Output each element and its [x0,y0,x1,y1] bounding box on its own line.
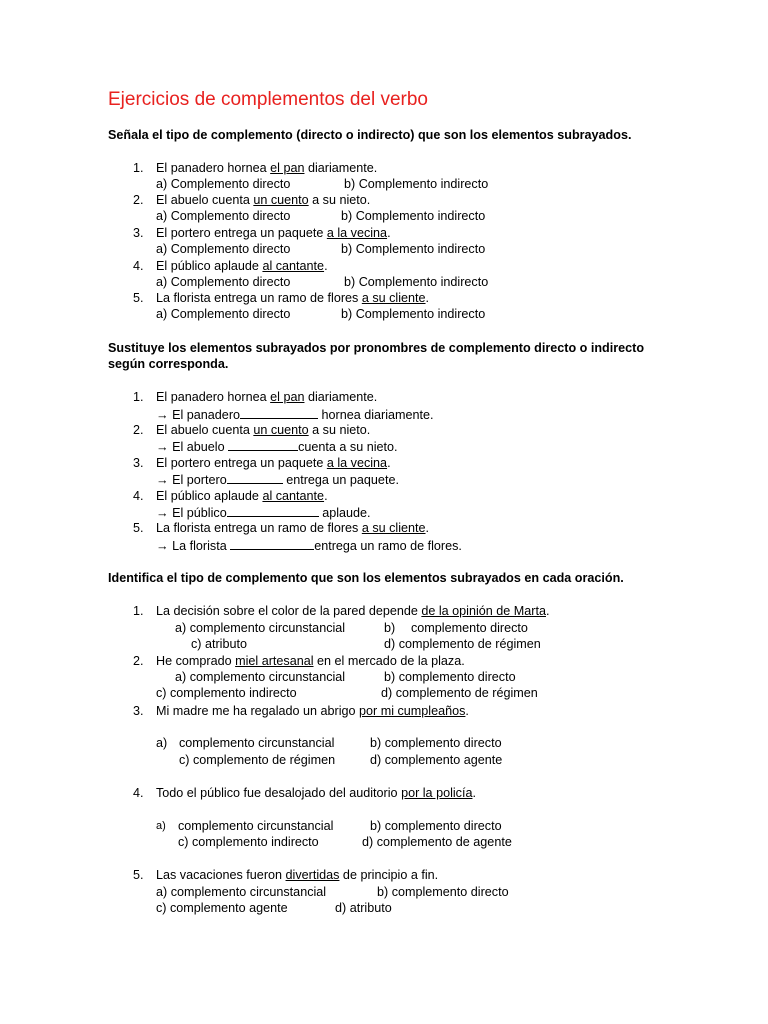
option-a: a) Complemento directo [156,275,291,289]
option-b: b) Complemento indirecto [341,209,486,223]
item-number: 4. [133,489,144,503]
option-a: a) complemento circunstancial [175,621,346,635]
option-d: d) atributo [335,901,392,915]
sentence: Mi madre me ha regalado un abrigo por mi cumpleaños. [156,704,469,718]
option-c: c) complemento agente [156,901,288,915]
underlined-element: a su cliente [361,521,426,535]
option-b: b) complemento directo [370,736,502,750]
item-number: 3. [133,704,144,718]
sentence: El panadero hornea el pan diariamente. [156,390,378,404]
sentence: La florista entrega un ramo de flores a su cliente. [156,521,430,535]
answer-blank[interactable] [240,406,318,419]
option-b: complemento directo [411,621,528,635]
sentence: El portero entrega un paquete a la vecina. [156,226,391,240]
answer-blank[interactable] [228,438,298,451]
option-d: d) complemento de agente [362,835,512,849]
option-b: b) Complemento indirecto [344,275,489,289]
underlined-element: el pan [270,390,305,404]
sentence: La florista entrega un ramo de flores a su cliente. [156,291,430,305]
underlined-element: por la policía [401,786,473,800]
item-number: 2. [133,423,144,437]
option-d: d) complemento de régimen [381,686,538,700]
exercise-2-instruction-cont: según corresponda. [108,357,229,371]
option-c: c) complemento de régimen [179,753,336,767]
answer-line: → El abuelo cuenta a su nieto. [156,440,398,454]
underlined-element: miel artesanal [235,654,314,668]
sentence: Todo el público fue desalojado del auditorio por la policía. [156,786,476,800]
item-number: 4. [133,786,144,800]
answer-line: → El portero entrega un paquete. [156,473,399,487]
underlined-element: a la vecina [326,226,388,240]
underlined-element: el pan [270,161,305,175]
answer-blank[interactable] [230,537,314,550]
option-a: complemento circunstancial [179,736,335,750]
option-a: a) complemento circunstancial [156,885,327,899]
option-b: b) Complemento indirecto [344,177,489,191]
item-number: 5. [133,521,144,535]
option-a: complemento circunstancial [178,819,334,833]
answer-line: → El público aplaude. [156,506,371,520]
sentence: Las vacaciones fueron divertidas de principio a fin. [156,868,439,882]
item-number: 2. [133,193,144,207]
option-b: b) complemento directo [384,670,516,684]
item-number: 1. [133,161,144,175]
item-number: 3. [133,456,144,470]
option-b: b) Complemento indirecto [341,242,486,256]
underlined-element: a su cliente [361,291,426,305]
sentence: La decisión sobre el color de la pared depende de la opinión de Marta. [156,604,550,618]
option-c: c) atributo [191,637,247,651]
underlined-element: por mi cumpleaños [359,704,466,718]
exercise-2-instruction: Sustituye los elementos subrayados por pronombres de complemento directo o indirecto [108,341,645,355]
answer-blank[interactable] [227,471,283,484]
option-b: b) Complemento indirecto [341,307,486,321]
item-number: 5. [133,868,144,882]
option-a: a) Complemento directo [156,307,291,321]
answer-blank[interactable] [227,504,319,517]
option-a: a) complemento circunstancial [175,670,346,684]
option-c: c) complemento indirecto [156,686,297,700]
option-a: a) Complemento directo [156,177,291,191]
underlined-element: un cuento [253,193,309,207]
sentence: El abuelo cuenta un cuento a su nieto. [156,423,371,437]
sentence: El panadero hornea el pan diariamente. [156,161,378,175]
option-b: b) complemento directo [377,885,509,899]
item-number: 3. [133,226,144,240]
exercise-1-instruction: Señala el tipo de complemento (directo o indirecto) que son los elementos subrayados. [108,128,632,142]
exercise-3-instruction: Identifica el tipo de complemento que son los elementos subrayados en cada oración. [108,571,624,585]
underlined-element: al cantante [262,489,325,503]
underlined-element: a la vecina [326,456,388,470]
page-title: Ejercicios de complementos del verbo [108,89,428,110]
answer-line: → El panadero hornea diariamente. [156,408,434,422]
item-number: 5. [133,291,144,305]
option-c: c) complemento indirecto [178,835,319,849]
sentence: El público aplaude al cantante. [156,489,328,503]
sentence: El público aplaude al cantante. [156,259,328,273]
option-a: a) Complemento directo [156,242,291,256]
underlined-element: de la opinión de Marta [421,604,546,618]
item-number: 2. [133,654,144,668]
item-number: 1. [133,604,144,618]
option-a-letter: a) [156,820,166,832]
sentence: El abuelo cuenta un cuento a su nieto. [156,193,371,207]
option-a: a) Complemento directo [156,209,291,223]
answer-line: → La florista entrega un ramo de flores. [156,539,462,553]
option-d: d) complemento agente [370,753,503,767]
item-number: 1. [133,390,144,404]
option-d: d) complemento de régimen [384,637,541,651]
sentence: He comprado miel artesanal en el mercado de la plaza. [156,654,465,668]
option-b: b) complemento directo [370,819,502,833]
option-b-letter: b) [384,621,396,635]
underlined-element: un cuento [253,423,309,437]
item-number: 4. [133,259,144,273]
underlined-element: al cantante [262,259,325,273]
sentence: El portero entrega un paquete a la vecina. [156,456,391,470]
underlined-element: divertidas [285,868,340,882]
option-a-letter: a) [156,736,168,750]
